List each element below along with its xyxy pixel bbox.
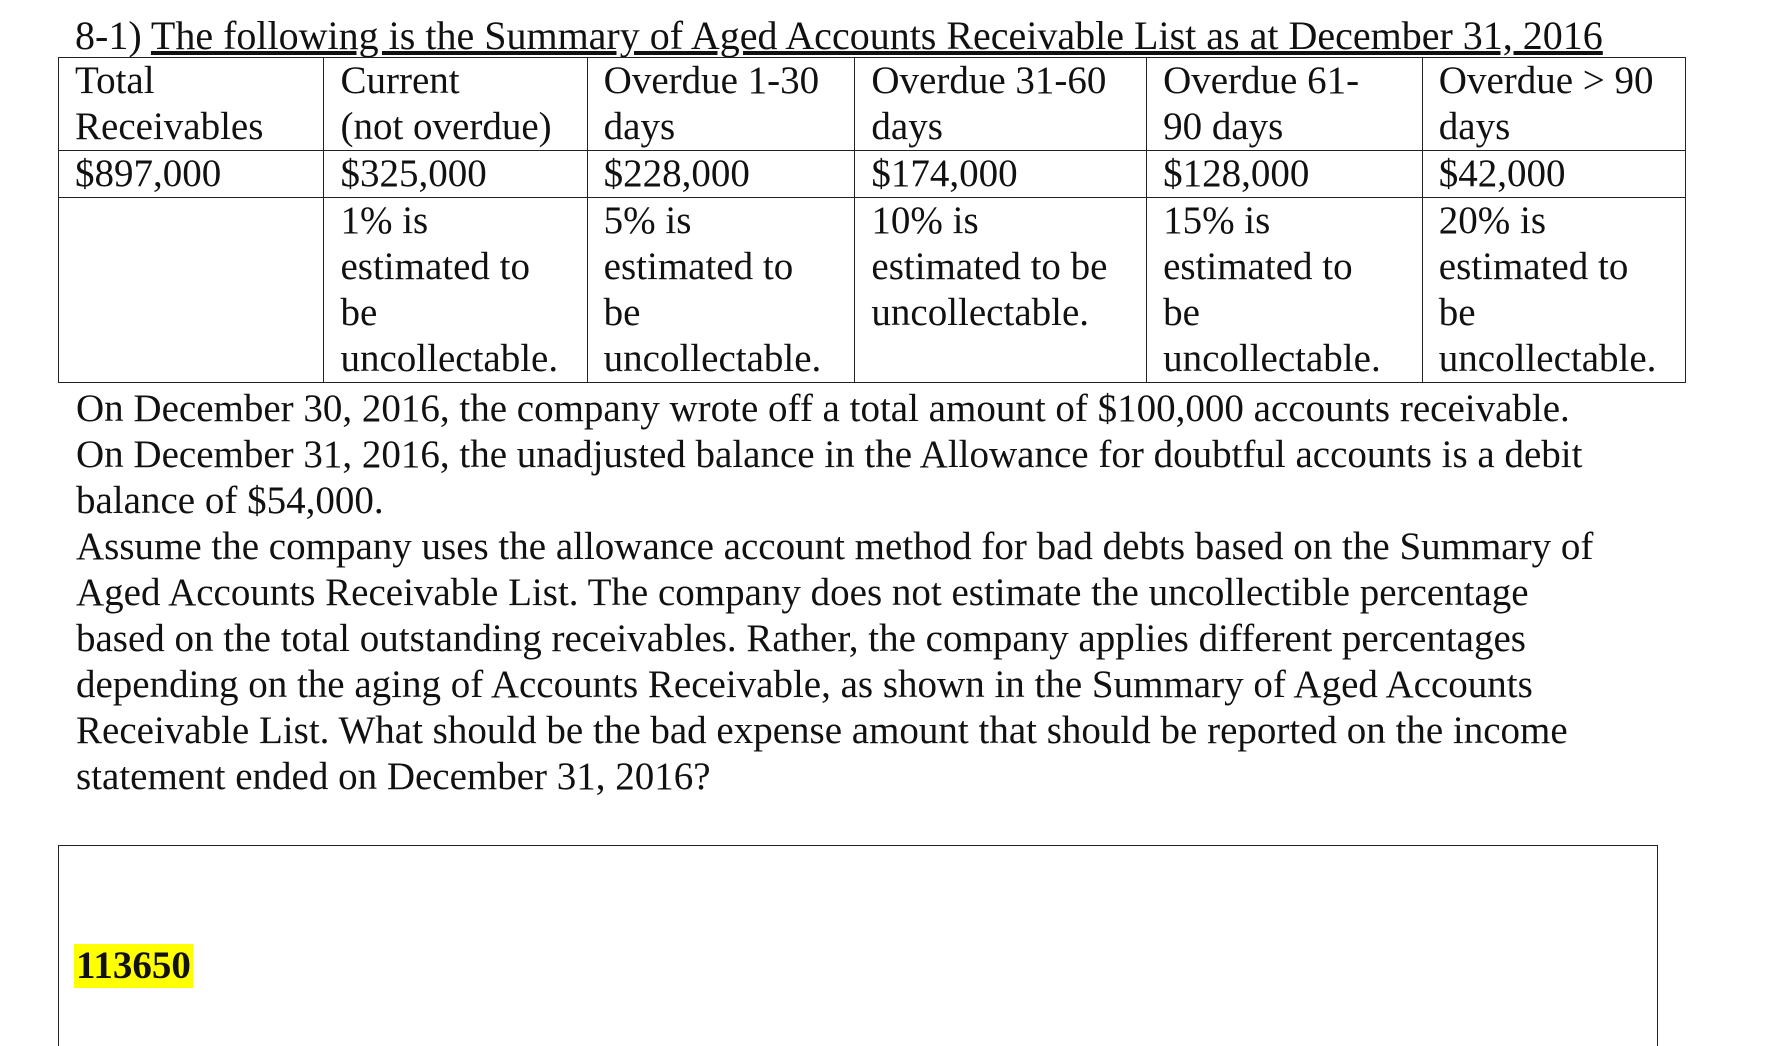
question-body xyxy=(76,386,1696,800)
amount-cell-overdue-over-90: $42,000 xyxy=(1422,151,1685,198)
header-cell-current: Current (not overdue) xyxy=(324,58,587,151)
amount-cell-overdue-1-30: $228,000 xyxy=(587,151,855,198)
header-cell-total: Total Receivables xyxy=(59,58,324,151)
estimate-cell-overdue-61-90: 15% is estimated to be uncollectable. xyxy=(1147,198,1423,383)
amount-cell-total: $897,000 xyxy=(59,151,324,198)
amount-cell-overdue-61-90: $128,000 xyxy=(1147,151,1423,198)
header-cell-overdue-61-90: Overdue 61- 90 days xyxy=(1147,58,1423,151)
estimate-cell-total xyxy=(59,198,324,383)
paragraph-write-off: On December 30, 2016, the company wrote off a total amount of $100,000 accounts receivable. xyxy=(76,387,1570,430)
estimate-cell-overdue-31-60: 10% is estimated to be uncollectable. xyxy=(855,198,1147,383)
header-cell-overdue-over-90: Overdue > 90 days xyxy=(1422,58,1685,151)
estimate-cell-overdue-1-30: 5% is estimated to be uncollectable. xyxy=(587,198,855,383)
amount-cell-current: $325,000 xyxy=(324,151,587,198)
table-estimate-row xyxy=(59,198,1686,383)
header-cell-overdue-1-30: Overdue 1-30 days xyxy=(587,58,855,151)
question-heading xyxy=(75,14,1603,58)
estimate-cell-current: 1% is estimated to be uncollectable. xyxy=(324,198,587,383)
aged-receivables-table xyxy=(58,57,1686,383)
amount-cell-overdue-31-60: $174,000 xyxy=(855,151,1147,198)
paragraph-unadjusted-balance: On December 31, 2016, the unadjusted balance in the Allowance for doubtful accounts is a debit balance of $54,000. xyxy=(76,433,1583,522)
header-cell-overdue-31-60: Overdue 31-60 days xyxy=(855,58,1147,151)
question-heading-text: The following is the Summary of Aged Accounts Receivable List as at December 31, 2016 xyxy=(150,13,1603,58)
question-number: 8-1) xyxy=(75,13,142,58)
answer-box[interactable] xyxy=(58,845,1658,1046)
table-header-row xyxy=(59,58,1686,151)
estimate-cell-overdue-over-90: 20% is estimated to be uncollectable. xyxy=(1422,198,1685,383)
paragraph-question: Assume the company uses the allowance account method for bad debts based on the Summary of Aged Accounts Receivable List. The company does not estimate the uncollectible percentage based on the total outstanding receivables. Rather, the company applies different percentages depending on the aging of Accounts Receivable, as shown in the Summary of Aged Accounts Receivable List. What should be the bad expense amount that should be reported on the income statement ended on December 31, 2016? xyxy=(76,525,1594,798)
table-amount-row xyxy=(59,151,1686,198)
answer-value: 113650 xyxy=(76,944,191,987)
